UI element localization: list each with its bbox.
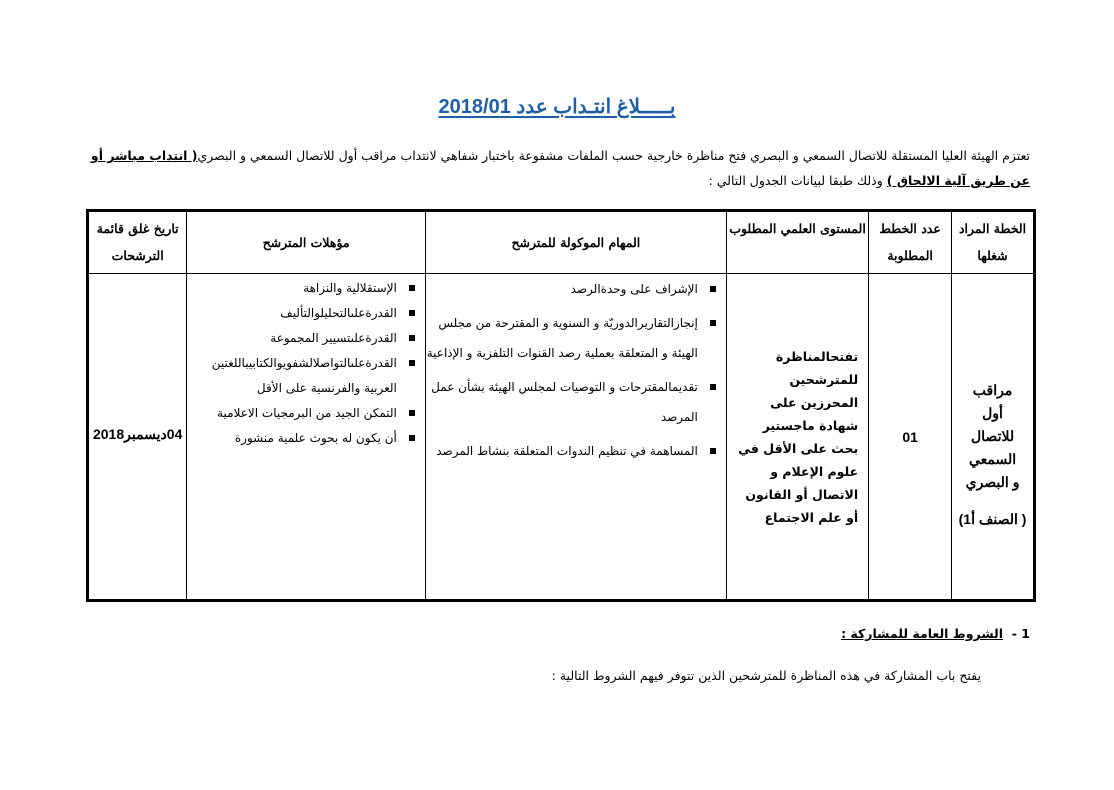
required-level: تفتحالمناظرة للمترشحين المحرزين على شهادة ماجستير بحث على الأقل في علوم الإعلام و الاتصال أو القانون أو علم الاجتماع — [738, 348, 859, 525]
task-item: الإشراف على وحدةالرصد — [426, 274, 720, 304]
section-number: 1 - — [1011, 626, 1030, 641]
cell-level — [726, 274, 868, 601]
cell-qualifications — [187, 274, 426, 601]
header-closing-date: تاريخ غلق قائمة الترشحات — [88, 211, 187, 274]
announcement-title-wrap — [0, 94, 1114, 119]
cell-count — [869, 274, 952, 601]
qualification-item: القدرةعلىالتواصلالشفويوالكتابيباللغتين العربية والفرنسية على الأقل — [187, 351, 419, 401]
qualification-item: القدرةعلىتسيير المجموعة — [187, 326, 419, 351]
closing-date: 04ديسمبر2018 — [92, 426, 183, 442]
intro-tail: وذلك طبقا لبيانات الجدول التالي : — [708, 173, 887, 188]
position-count: 01 — [902, 428, 918, 445]
intro-underlined: ( انتداب مباشر أو عن طريق آلية الالحاق ) — [90, 148, 1030, 188]
header-qualifications: مؤهلات المترشح — [187, 211, 426, 274]
intro-text: تعتزم الهيئة العليا المستقلة للاتصال السمعي و البصري فتح مناظرة خارجية حسب الملفات مشفوعة باختبار شفاهي لانتداب مراقب أول للاتصال السمعي و البصري — [197, 148, 1030, 163]
conditions-paragraph: يفتح باب المشاركة في هذه المناظرة للمترشحين الذين تتوفر فيهم الشروط التالية : — [551, 668, 981, 683]
positions-table — [86, 209, 1036, 602]
section-heading — [841, 626, 1030, 641]
position-grade: ( الصنف أ1) — [958, 510, 1027, 527]
header-tasks: المهام الموكولة للمترشح — [425, 211, 726, 274]
table-row — [88, 274, 1035, 601]
table-header-row — [88, 211, 1035, 274]
qualification-item: الإستقلالية والنزاهة — [187, 276, 419, 301]
task-item: إنجازالتقاريرالدوريّة و السنوية و المقترحة من مجلس الهيئة و المتعلقة بعملية رصد القنوات التلفزية و الإذاعية — [426, 308, 720, 368]
qualifications-list — [187, 276, 425, 451]
cell-closing-date — [88, 274, 187, 601]
announcement-title: بـــــلاغ انتـداب عدد 2018/01 — [438, 96, 676, 118]
qualification-item: التمكن الجيد من البرمجيات الاعلامية — [187, 401, 419, 426]
header-count: عدد الخطط المطلوبة — [869, 211, 952, 274]
header-level: المستوى العلمي المطلوب — [726, 211, 868, 274]
cell-position — [952, 274, 1035, 601]
tasks-list — [426, 274, 726, 466]
qualification-item: أن يكون له بحوث علمية منشورة — [187, 426, 419, 451]
cell-tasks — [425, 274, 726, 601]
header-position: الخطة المراد شغلها — [952, 211, 1035, 274]
section-title: الشروط العامة للمشاركة : — [841, 626, 1004, 641]
task-item: تقديمالمقترحات و التوصيات لمجلس الهيئة بشأن عمل المرصد — [426, 372, 720, 432]
qualification-item: القدرةعلىالتحليلوالتأليف — [187, 301, 419, 326]
position-title: مراقب أول للاتصال السمعي و البصري — [965, 381, 1020, 490]
task-item: المساهمة في تنظيم الندوات المتعلقة بنشاط المرصد — [426, 436, 720, 466]
intro-paragraph — [80, 143, 1030, 193]
